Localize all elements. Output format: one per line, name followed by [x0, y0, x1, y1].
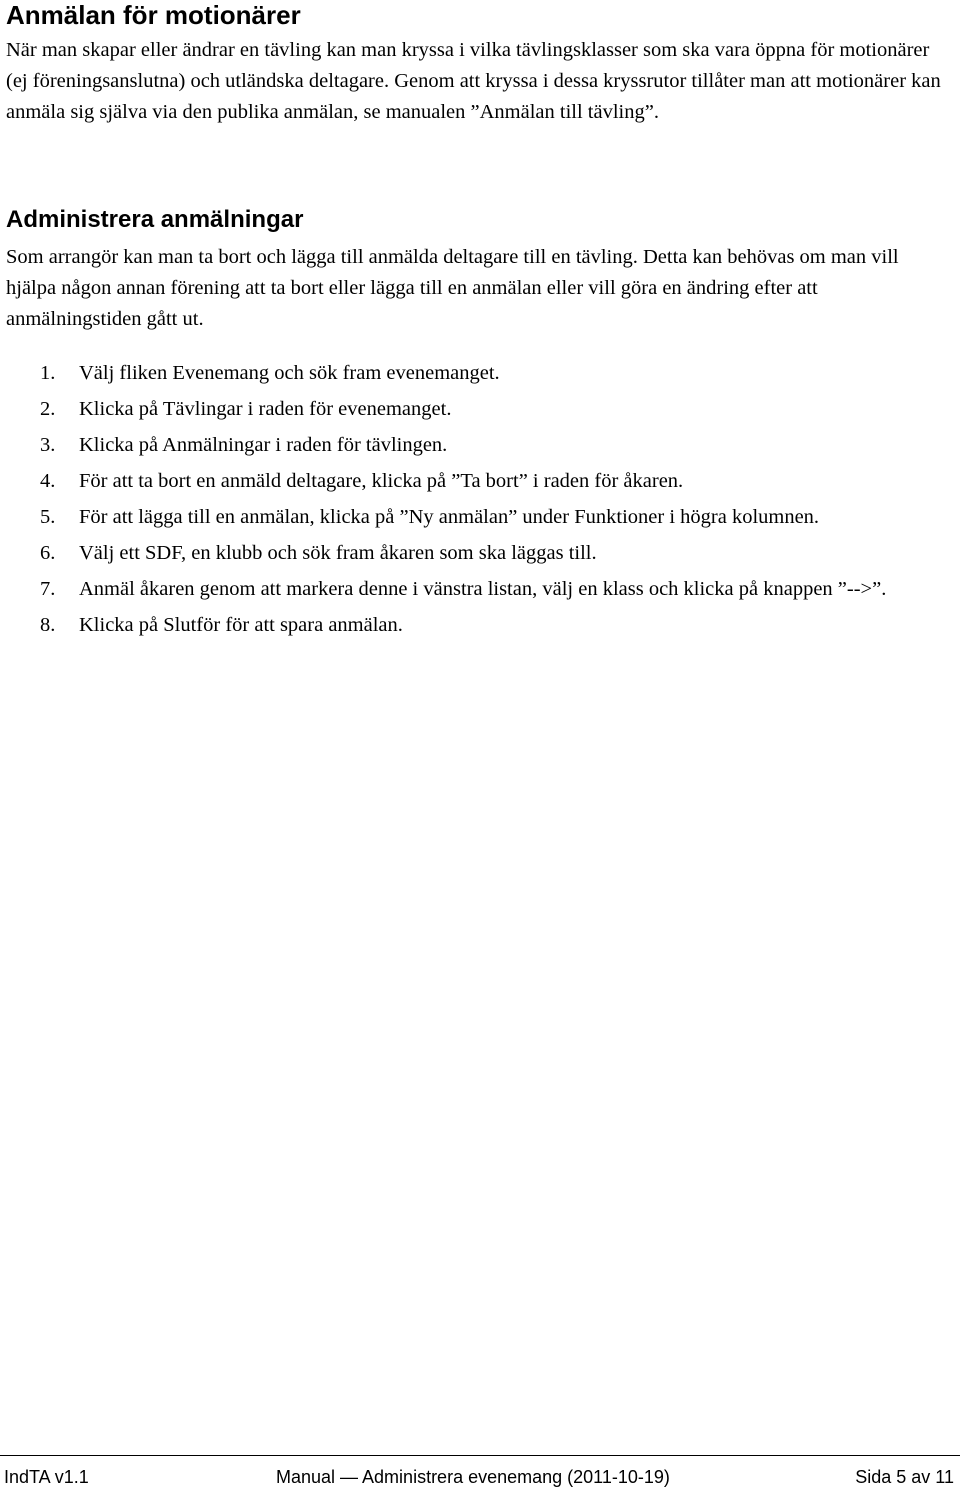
section-heading-motionarer: Anmälan för motionärer: [6, 0, 301, 30]
list-item-text: Klicka på Tävlingar i raden för evenemanget.: [79, 398, 452, 420]
list-item: [0, 358, 929, 388]
list-item-text: För att ta bort en anmäld deltagare, klicka på ”Ta bort” i raden för åkaren.: [79, 470, 684, 492]
list-item-number: 5.: [40, 506, 56, 528]
list-item: [0, 394, 929, 424]
list-item: [0, 538, 929, 568]
section-paragraph-administrera: Som arrangör kan man ta bort och lägga till anmälda deltagare till en tävling. Detta kan behövas om man vill hjälpa någon annan förening att ta bort eller lägga till en anmälan eller vill göra en ändring efter att anmälningstiden gått ut.: [6, 246, 899, 330]
list-item: [0, 466, 929, 496]
list-item: [0, 430, 929, 460]
section-paragraph-motionarer: När man skapar eller ändrar en tävling kan man kryssa i vilka tävlingsklasser som ska vara öppna för motionärer (ej föreningsanslutna) och utländska deltagare. Genom att kryssa i dessa kryssrutor tillåter man att motionärer kan anmäla sig själva via den publika anmälan, se manualen ”Anmälan till tävling”.: [6, 39, 941, 123]
list-item: [0, 502, 929, 532]
footer-page-number: Sida 5 av 11: [855, 1467, 954, 1487]
list-item-text: För att lägga till en anmälan, klicka på ”Ny anmälan” under Funktioner i högra kolumnen.: [79, 506, 820, 528]
list-item-number: 1.: [40, 362, 56, 384]
list-item-number: 6.: [40, 542, 56, 564]
list-item-number: 2.: [40, 398, 56, 420]
list-item: [0, 574, 929, 604]
list-item-text: Välj ett SDF, en klubb och sök fram åkaren som ska läggas till.: [79, 542, 597, 564]
list-item-number: 3.: [40, 434, 56, 456]
list-item-number: 4.: [40, 470, 56, 492]
footer-version: IndTA v1.1: [4, 1467, 89, 1487]
list-item-text: Anmäl åkaren genom att markera denne i vänstra listan, välj en klass och klicka på knappen ”-->”.: [79, 578, 887, 600]
section-heading-administrera: Administrera anmälningar: [6, 206, 304, 233]
list-item: [0, 610, 929, 640]
list-item-number: 8.: [40, 614, 56, 636]
steps-list: [0, 358, 960, 646]
list-item-text: Välj fliken Evenemang och sök fram evenemanget.: [79, 362, 500, 384]
page-footer: [0, 1455, 960, 1493]
list-item-text: Klicka på Slutför för att spara anmälan.: [79, 614, 403, 636]
footer-title: Manual — Administrera evenemang (2011-10-19): [276, 1467, 670, 1487]
list-item-text: Klicka på Anmälningar i raden för tävlingen.: [79, 434, 448, 456]
list-item-number: 7.: [40, 578, 56, 600]
